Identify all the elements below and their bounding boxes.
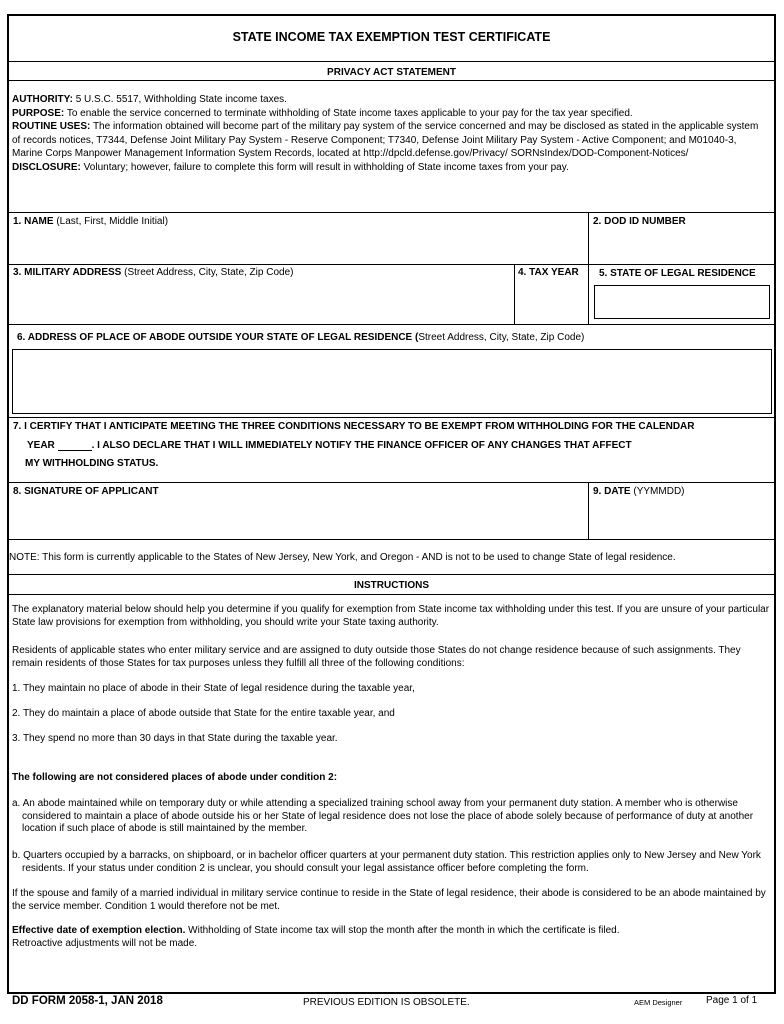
tax-year-label: 4. TAX YEAR	[518, 267, 579, 278]
instructions-heading: INSTRUCTIONS	[354, 580, 429, 591]
divider	[9, 594, 774, 595]
disclosure-line: DISCLOSURE: Voluntary; however, failure to complete this form will result in withholding of State income taxes from your pay.	[12, 161, 569, 173]
divider	[9, 324, 774, 325]
divider	[9, 482, 774, 483]
calendar-year-input[interactable]	[58, 440, 92, 451]
state-residence-label: 5. STATE OF LEGAL RESIDENCE	[599, 268, 756, 279]
instructions-residents: Residents of applicable states who enter military service and are assigned to duty outside those States do not change residence because of such assignments. They remain residents of those States for tax purposes unless they fulfill all three of the following conditions:	[12, 645, 741, 669]
name-input[interactable]	[13, 230, 583, 260]
name-field-label: 1. NAME (Last, First, Middle Initial)	[13, 216, 169, 227]
divider	[588, 212, 589, 264]
date-input[interactable]	[593, 500, 771, 535]
tax-year-input[interactable]	[518, 282, 584, 320]
divider	[588, 482, 589, 539]
certify-line-1: 7. I CERTIFY THAT I ANTICIPATE MEETING THE THREE CONDITIONS NECESSARY TO BE EXEMPT FROM WITHHOLDING FOR THE CALENDAR	[13, 421, 695, 432]
divider	[9, 80, 774, 81]
applicability-note: NOTE: This form is currently applicable to the States of New Jersey, New York, and Oregon - AND is not to be used to change State of legal residence.	[9, 552, 676, 563]
divider	[9, 264, 774, 265]
purpose-line: PURPOSE: To enable the service concerned to terminate withholding of State income taxes applicable to your pay for the tax year specified.	[12, 107, 633, 119]
military-address-label: 3. MILITARY ADDRESS (Street Address, City, State, Zip Code)	[13, 267, 294, 278]
signature-input[interactable]	[13, 500, 583, 535]
obsolete-notice: PREVIOUS EDITION IS OBSOLETE.	[303, 997, 470, 1008]
military-address-input[interactable]	[13, 282, 509, 320]
condition-1: 1. They maintain no place of abode in their State of legal residence during the taxable year,	[12, 683, 415, 694]
condition-3: 3. They spend no more than 30 days in that State during the taxable year.	[12, 733, 338, 744]
routine-uses-line: ROUTINE USES: The information obtained will become part of the military pay system of the service concerned and may be disclosed as stated in the applicable system of records notices, T7344, Defense Joint Military Pay System - Reserve Component; T7340, Defense Joint Military Pay System - Active Component; and M01040-3, Marine Corps Manpower Management Information System Records, located at http://dpcld.defense.gov/Privacy/ SORNsIndex/DOD-Component-Notices/	[12, 121, 759, 159]
spouse-paragraph: If the spouse and family of a married individual in military service continue to reside in the State of legal residence, their abode is considered to be an abode maintained by the service member. Condition 1 would therefore not be met.	[12, 888, 766, 912]
privacy-statement	[12, 93, 768, 174]
state-residence-input[interactable]	[594, 285, 770, 319]
divider	[9, 212, 774, 213]
dod-id-input[interactable]	[593, 230, 771, 260]
signature-label: 8. SIGNATURE OF APPLICANT	[13, 486, 159, 497]
divider	[9, 61, 774, 62]
certify-line-3: MY WITHHOLDING STATUS.	[25, 458, 159, 469]
instructions-intro: The explanatory material below should help you determine if you qualify for exemption from State income tax withholding under this test. If you are unsure of your particular State law provisions for exemption from withholding, you should write your State taxing authority.	[12, 604, 770, 628]
abode-address-label: 6. ADDRESS OF PLACE OF ABODE OUTSIDE YOUR STATE OF LEGAL RESIDENCE (Street Address, City, State, Zip Code)	[17, 332, 585, 343]
exclusion-b: b. Quarters occupied by a barracks, on shipboard, or in bachelor officer quarters at your permanent duty station. This restriction applies only to New Jersey and New York residents. If your status under condition 2 is unclear, you should consult your legal assistance officer before completing the form.	[12, 850, 761, 874]
divider	[9, 417, 774, 418]
retroactive-note: Retroactive adjustments will not be made.	[12, 938, 198, 949]
designer-mark: AEM Designer	[634, 998, 683, 1007]
exclusion-a: a. An abode maintained while on temporary duty or while attending a specialized training school away from your permanent duty station. A member who is otherwise considered to maintain a place of abode outside his or her State of legal residence does not lose the place of abode solely because of performance of duty at another location if such place of abode is still maintained by the member.	[12, 798, 754, 834]
page-number: Page 1 of 1	[706, 995, 758, 1006]
divider	[514, 264, 515, 324]
authority-line: AUTHORITY: 5 U.S.C. 5517, Withholding State income taxes.	[12, 94, 287, 105]
form-id: DD FORM 2058-1, JAN 2018	[12, 995, 163, 1007]
condition-2: 2. They do maintain a place of abode outside that State for the entire taxable year, and	[12, 708, 395, 719]
divider	[9, 574, 774, 575]
not-abode-heading: The following are not considered places of abode under condition 2:	[12, 772, 338, 783]
effective-date-paragraph: Effective date of exemption election. Withholding of State income tax will stop the month after the month in which the certificate is filed.	[12, 925, 620, 936]
privacy-heading: PRIVACY ACT STATEMENT	[327, 67, 456, 78]
abode-address-input[interactable]	[12, 349, 772, 414]
dod-id-label: 2. DOD ID NUMBER	[593, 216, 686, 227]
date-label: 9. DATE (YYMMDD)	[593, 486, 685, 497]
form-title: STATE INCOME TAX EXEMPTION TEST CERTIFICATE	[232, 30, 551, 44]
divider	[588, 264, 589, 324]
form-frame	[7, 14, 776, 994]
certify-line-2: YEAR . I ALSO DECLARE THAT I WILL IMMEDIATELY NOTIFY THE FINANCE OFFICER OF ANY CHANGES THAT AFFECT	[27, 440, 632, 451]
divider	[9, 539, 774, 540]
